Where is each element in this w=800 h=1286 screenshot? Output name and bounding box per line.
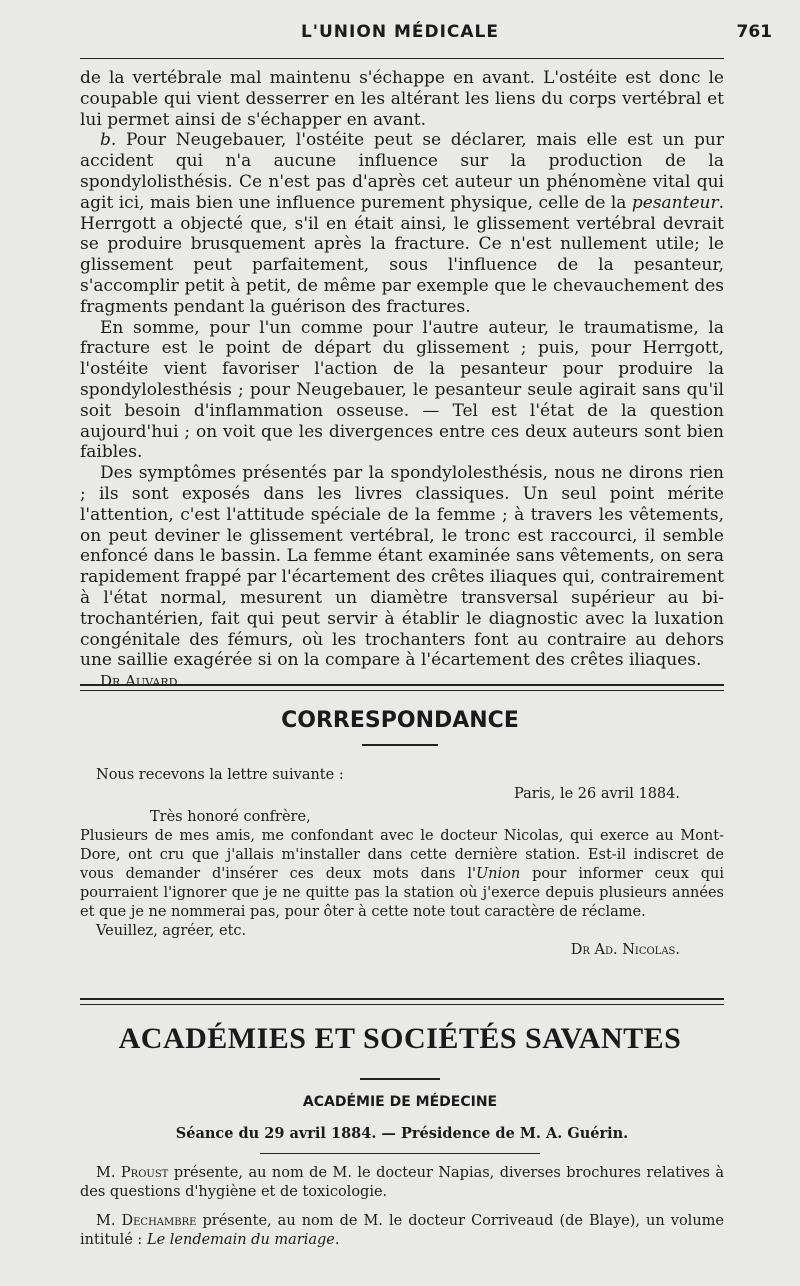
article-signature: Dr Auvard. (100, 672, 183, 691)
item-emphasis: Le lendemain du mariage. (146, 1232, 340, 1248)
academie-minutes (80, 1124, 724, 1250)
correspondance-title: CORRESPONDANCE (281, 708, 519, 733)
minutes-item-2 (80, 1212, 724, 1250)
academie-subtitle: ACADÉMIE DE MÉDECINE (302, 1094, 498, 1110)
article-body (80, 68, 724, 692)
section-rule-2-top (80, 998, 724, 1000)
article-paragraph-2 (80, 130, 724, 317)
page-number: 761 (736, 22, 772, 42)
article-paragraph-3: En somme, pour l'un comme pour l'autre auteur, le traumatisme, la fracture est le point de départ du glissement ; puis, pour Herrgott, l'ostéite vient favoriser l'action de la pesanteur pour produire la spondylolesthésis ; pour Neugebauer, le pesanteur seule agirait sans qu'il soit besoin d'inflammation osseuse. — Tel est l'état de la question aujourd'hui ; on voit que les divergences entre ces deux auteurs sont bien faibles. (80, 317, 724, 463)
section-rule-bottom (80, 690, 724, 691)
session-line: Séance du 29 avril 1884. — Présidence de M. A. Guérin. (175, 1125, 629, 1142)
academies-underline (360, 1078, 440, 1080)
title-underline (362, 744, 438, 746)
section-rule-top (80, 684, 724, 686)
paragraph-2-text-b: . Herrgott a objecté que, s'il en était ainsi, le glissement vertébral devrait se produire brusquement après la fracture. Ce n'est nullement utile; le glissement peut parfaitement, sous l'influence de la pesanteur, s'accomplir petit à petit, de même par exemple que le chevauchement des fragments pendant la guérison des fractures. (80, 192, 724, 317)
speaker-name: M. Dechambre (96, 1213, 197, 1229)
paragraph-2-emphasis: pesanteur (631, 192, 719, 213)
article-paragraph-4: Des symptômes présentés par la spondylolesthésis, nous ne dirons rien ; ils sont exposés dans les livres classiques. Un seul point mérite l'attention, c'est l'attitude spéciale de la femme ; à travers les vêtements, on peut deviner le glissement vertébral, le tronc est raccourci, il semble enfoncé dans le bassin. La femme étant examinée sans vêtements, on sera rapidement frappé par l'écartement des crêtes iliaques qui, contrairement à l'état normal, mesurent un diamètre transversal supérieur au bi-trochantérien, fait qui peut servir à établir le diagnostic avec la luxation congénitale des fémurs, où les trochanters font au contraire au dehors une saillie exagérée si on la compare à l'écartement des crêtes iliaques. (80, 463, 724, 671)
paragraph-2-text-a: Pour Neugebauer, l'ostéite peut se déclarer, mais elle est un pur accident qui n'a aucune influence sur la production de la spondylolisthésis. Ce n'est pas d'après cet auteur un phénomène vital qui agit ici, mais bien une influence purement physique, celle de la (80, 130, 724, 213)
letter-body-emphasis: Union (475, 866, 521, 882)
speaker-name: M. Proust (96, 1165, 169, 1181)
letter-signature: Dr Ad. Nicolas. (570, 942, 680, 958)
letter-closing: Veuillez, agréer, etc. (96, 923, 247, 939)
article-paragraph-1: de la vertébrale mal maintenu s'échappe en avant. L'ostéite est donc le coupable qui vient desserrer en les altérant les liens du corps vertébral et lui permet ainsi de s'échapper en avant. (80, 68, 724, 130)
letter-intro: Nous recevons la lettre suivante : (96, 767, 344, 783)
paragraph-label: b. (100, 130, 117, 151)
running-header-title: L'UNION MÉDICALE (300, 22, 500, 42)
session-rule (260, 1153, 540, 1154)
letter-body-b: pour informer ceux qui pourraient l'ignorer que je ne quitte pas la station où j'exerce depuis plusieurs années et que je ne nommerai pas, pour ôter à cette note tout caractère de réclame. (80, 866, 724, 920)
item-text: présente, au nom de M. le docteur Napias, diverses brochures relatives à des questions d'hygiène et de toxicologie. (80, 1165, 725, 1200)
section-rule-2-bottom (80, 1004, 724, 1005)
letter-place-date: Paris, le 26 avril 1884. (513, 786, 680, 802)
header-rule (80, 58, 724, 59)
letter-body-a: Plusieurs de mes amis, me confondant avec le docteur Nicolas, qui exerce au Mont-Dore, ont cru que j'allais m'installer dans cette dernière station. Est-il indiscret de vous demander d'insérer ces deux mots dans l' (80, 828, 724, 882)
item-text: présente, au nom de M. le docteur Corriveaud (de Blaye), un volume intitulé : (80, 1213, 724, 1248)
minutes-item-1 (80, 1164, 724, 1202)
academies-title: ACADÉMIES ET SOCIÉTÉS SAVANTES (118, 1022, 682, 1055)
letter-body (80, 827, 724, 922)
correspondance-letter (80, 766, 724, 960)
letter-salutation: Très honoré confrère, (150, 809, 311, 825)
